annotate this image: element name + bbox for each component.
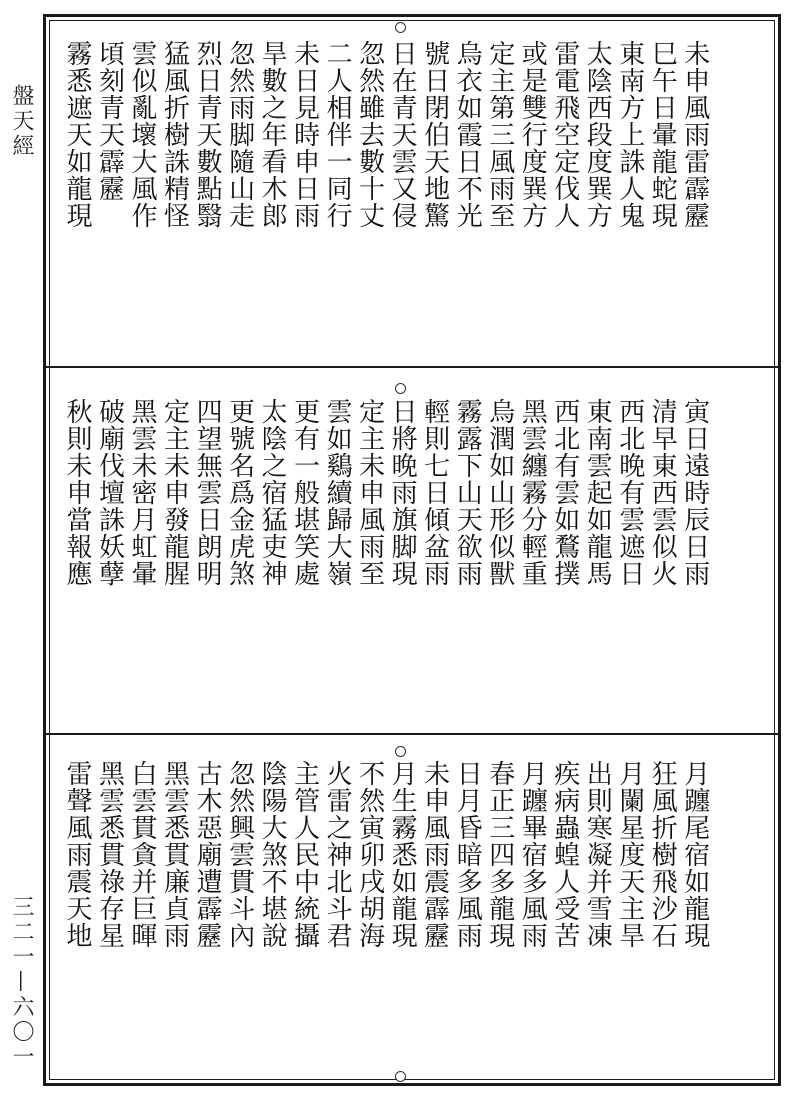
- text-column: 不然寅卯戌胡海: [354, 760, 385, 949]
- text-column: 日月昏暗多風雨: [452, 760, 483, 949]
- text-column: 定主第三風雨至: [484, 40, 515, 229]
- text-panel: [62, 40, 710, 360]
- panel-divider: [46, 733, 778, 735]
- binding-hole-icon: [395, 746, 406, 757]
- text-column: 黑雲悉貫廉貞雨: [159, 760, 190, 949]
- text-column: 黑雲悉貫祿存星: [94, 760, 125, 949]
- text-column: 西北有雲如鶩撲: [549, 398, 580, 587]
- text-column: 未申風雨雷霹靂: [679, 40, 710, 229]
- text-column: 狂風折樹飛沙石: [647, 760, 678, 949]
- text-column: 日將晚雨旗脚現: [387, 398, 418, 587]
- book-title: 盤天經: [9, 84, 34, 159]
- text-column: 古木惡廟遭霹靂: [192, 760, 223, 949]
- text-column: 或是雙行度巽方: [517, 40, 548, 229]
- text-column: 春正三四多龍現: [484, 760, 515, 949]
- text-column: 黑雲未密月虹暈: [127, 398, 158, 587]
- text-column: 雷聲風雨震天地: [62, 760, 92, 949]
- text-column: 月躔畢宿多風雨: [517, 760, 548, 949]
- text-column: 未日見時申日雨: [289, 40, 320, 229]
- text-column: 忽然興雲貫斗內: [224, 760, 255, 949]
- text-column: 烈日青天數點翳: [192, 40, 223, 229]
- text-column: 太陰之宿猛吏神: [257, 398, 288, 587]
- text-panel: [62, 760, 710, 1078]
- text-column: 破廟伐壇誅妖孽: [94, 398, 125, 587]
- text-column: 忽然雖去數十丈: [354, 40, 385, 229]
- text-column: 日在青天雲又侵: [387, 40, 418, 229]
- text-column: 雲似亂壞大風作: [127, 40, 158, 229]
- text-column: 西北晚有雲遮日: [614, 398, 645, 587]
- text-column: 號日閉伯天地驚: [419, 40, 450, 229]
- text-column: 猛風折樹誅精怪: [159, 40, 190, 229]
- text-column: 定主未申發龍腥: [159, 398, 190, 587]
- text-column: 定主未申風雨至: [354, 398, 385, 587]
- text-column: 主管人民中統攝: [289, 760, 320, 949]
- binding-hole-icon: [395, 383, 406, 394]
- text-column: 巳午日暈龍蛇現: [647, 40, 678, 229]
- text-column: 四望無雲日朗明: [192, 398, 223, 587]
- text-column: 烏潤如山形似獸: [484, 398, 515, 587]
- text-column: 雷電飛空定伐人: [549, 40, 580, 229]
- text-column: 霧露下山天欲雨: [452, 398, 483, 587]
- text-column: 輕則七日傾盆雨: [419, 398, 450, 587]
- text-column: 寅日遠時辰日雨: [679, 398, 710, 587]
- binding-hole-icon: [395, 22, 406, 33]
- text-column: 東南方上誅人鬼: [614, 40, 645, 229]
- text-column: 白雲貫貪并巨暉: [127, 760, 158, 949]
- text-column: 黑雲纏霧分輕重: [517, 398, 548, 587]
- text-column: 二人相伴一同行: [322, 40, 353, 229]
- text-column: 清早東西雲似火: [647, 398, 678, 587]
- text-column: 頃刻青天霹靂: [94, 40, 125, 202]
- text-column: 旱數之年看木郎: [257, 40, 288, 229]
- text-column: 東南雲起如龍馬: [582, 398, 613, 587]
- text-column: 忽然雨脚隨山走: [224, 40, 255, 229]
- text-column: 月生霧悉如龍現: [387, 760, 418, 949]
- text-column: 陰陽大煞不堪說: [257, 760, 288, 949]
- text-column: 秋則未申當報應: [62, 398, 92, 587]
- text-column: 出則寒凝并雪凍: [582, 760, 613, 949]
- text-column: 雲如鷄續歸大嶺: [322, 398, 353, 587]
- text-column: 更有一般堪笑處: [289, 398, 320, 587]
- text-column: 月躔尾宿如龍現: [679, 760, 710, 949]
- panel-divider: [46, 366, 778, 368]
- text-column: 霧悉遮天如龍現: [62, 40, 92, 229]
- text-panel: [62, 398, 710, 718]
- text-column: 火雷之神北斗君: [322, 760, 353, 949]
- text-column: 疾病蟲蝗人受苦: [549, 760, 580, 949]
- text-column: 月闌星度天主旱: [614, 760, 645, 949]
- page-number: 三二一—六〇一: [9, 895, 34, 1070]
- text-column: 未申風雨震霹靂: [419, 760, 450, 949]
- text-column: 烏衣如霞日不光: [452, 40, 483, 229]
- text-column: 更號名爲金虎煞: [224, 398, 255, 587]
- text-column: 太陰西段度巽方: [582, 40, 613, 229]
